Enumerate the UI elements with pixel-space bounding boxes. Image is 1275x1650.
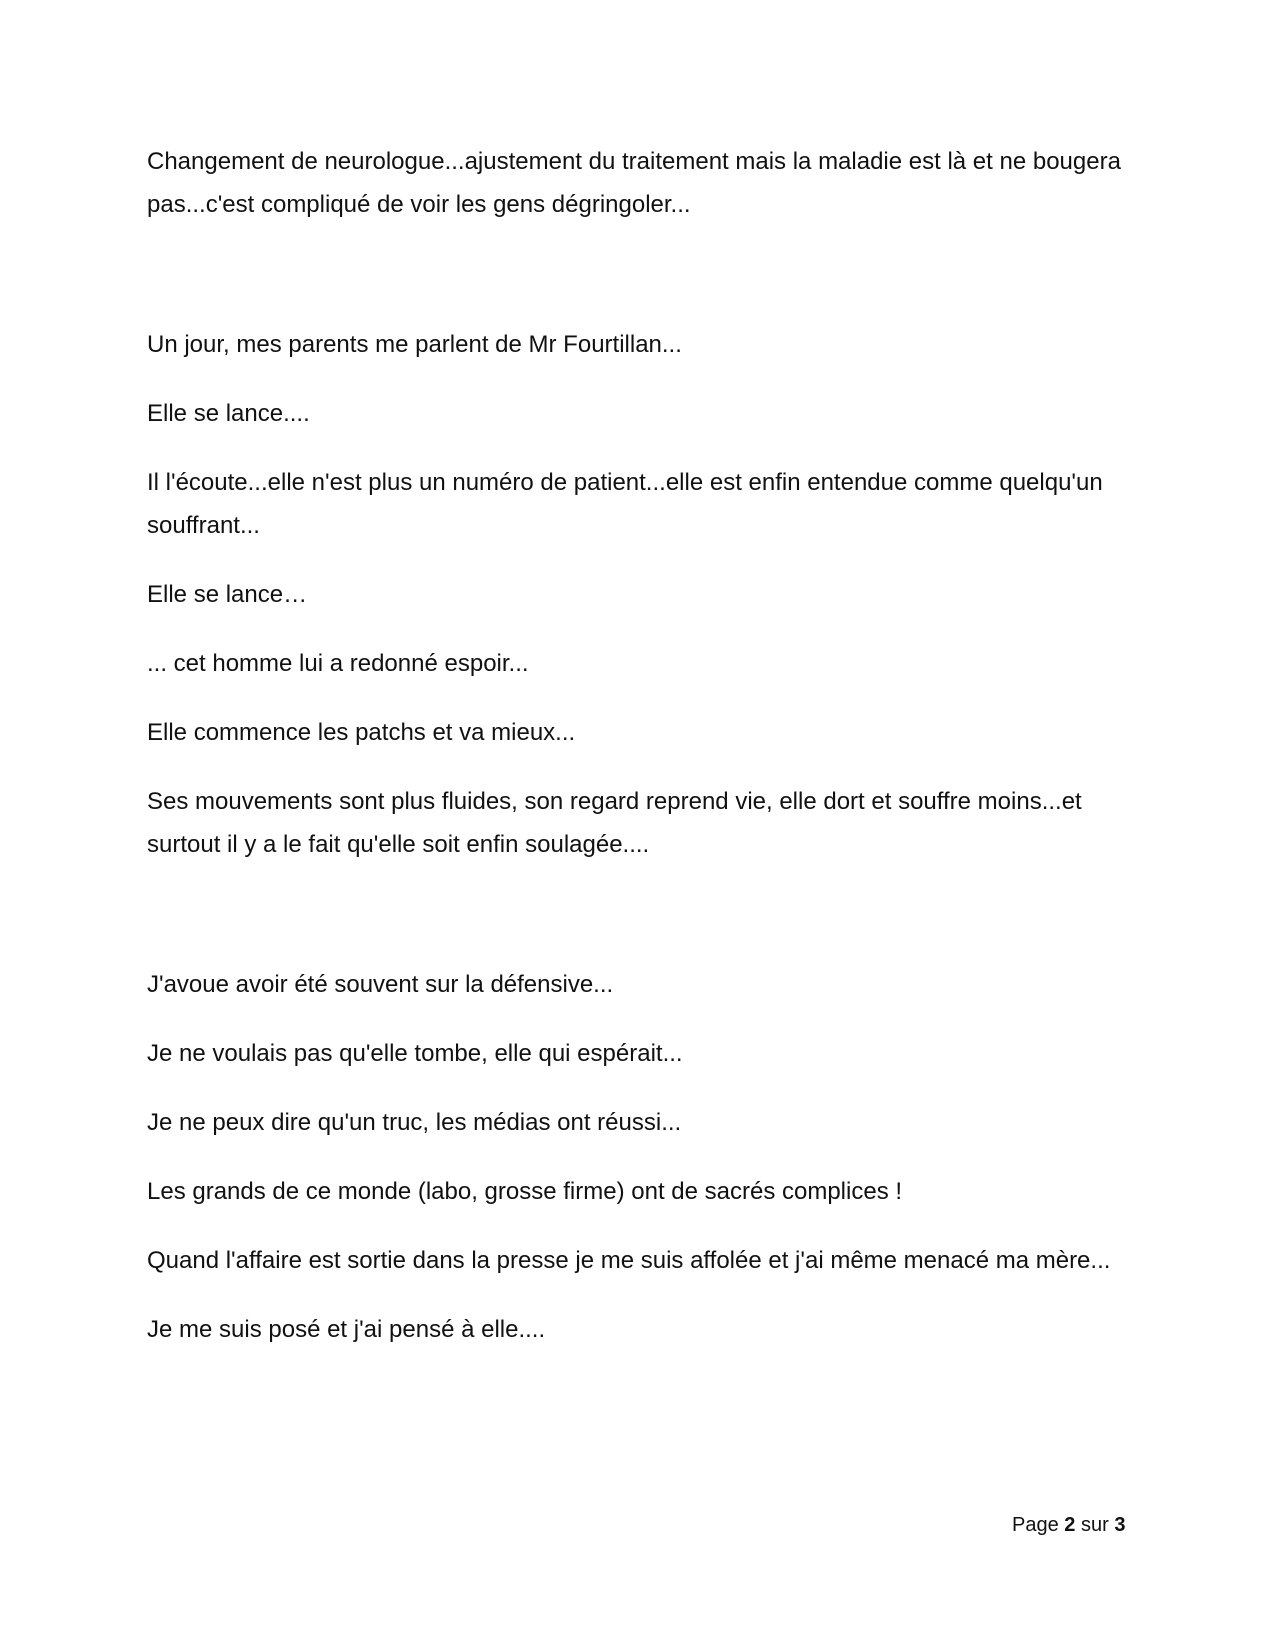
paragraph: J'avoue avoir été souvent sur la défensive... bbox=[147, 971, 614, 998]
current-page-number: 2 bbox=[1064, 1514, 1076, 1536]
paragraph: Quand l'affaire est sortie dans la presse je me suis affolée et j'ai même menacé ma mère... bbox=[147, 1247, 1111, 1274]
paragraph: Un jour, mes parents me parlent de Mr Fourtillan... bbox=[147, 331, 682, 358]
paragraph: Elle se lance.... bbox=[147, 400, 310, 427]
page-separator: sur bbox=[1080, 1514, 1109, 1536]
document-body bbox=[147, 140, 1127, 1351]
page-label: Page bbox=[1012, 1514, 1059, 1536]
paragraph: Ses mouvements sont plus fluides, son regard reprend vie, elle dort et souffre moins...et surtout il y a le fait qu'elle soit enfin soulagée.... bbox=[147, 788, 1082, 858]
page-number-footer bbox=[1012, 1514, 1125, 1537]
paragraph: Je ne voulais pas qu'elle tombe, elle qui espérait... bbox=[147, 1040, 683, 1067]
paragraph: Elle se lance… bbox=[147, 581, 308, 608]
total-pages-number: 3 bbox=[1114, 1514, 1126, 1536]
paragraph: Les grands de ce monde (labo, grosse firme) ont de sacrés complices ! bbox=[147, 1178, 903, 1205]
paragraph: Je me suis posé et j'ai pensé à elle.... bbox=[147, 1316, 546, 1343]
paragraph: Je ne peux dire qu'un truc, les médias ont réussi... bbox=[147, 1109, 682, 1136]
paragraph: Elle commence les patchs et va mieux... bbox=[147, 719, 576, 746]
paragraph: Il l'écoute...elle n'est plus un numéro de patient...elle est enfin entendue comme quelqu'un souffrant... bbox=[147, 469, 1103, 539]
paragraph: Changement de neurologue...ajustement du traitement mais la maladie est là et ne bougera pas...c'est compliqué de voir les gens dégringoler... bbox=[147, 148, 1121, 218]
paragraph: ... cet homme lui a redonné espoir... bbox=[147, 650, 529, 677]
